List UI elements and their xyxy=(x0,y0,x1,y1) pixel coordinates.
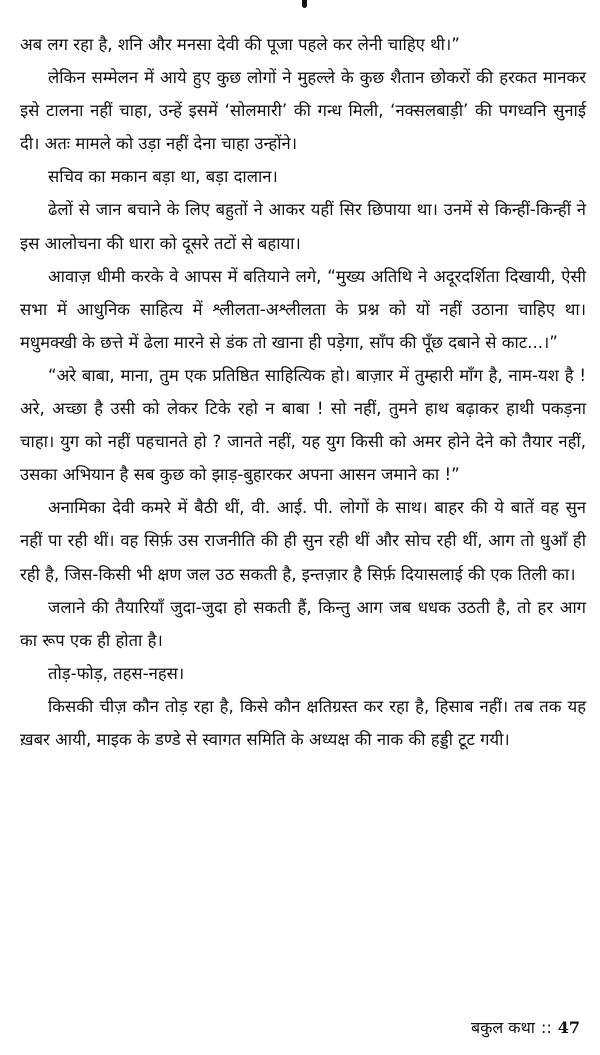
paragraph-6: “अरे बाबा, माना, तुम एक प्रतिष्ठित साहित्यिक हो। बाज़ार में तुम्हारी माँग है, नाम-यश है ! अरे, अच्छा है उसी को लेकर टिके रहो न बाबा ! सो नहीं, तुमने हाथ बढ़ाकर हाथी पकड़ना चाहा। युग को नहीं पहचानते हो ? जानते नहीं, यह युग किसी को अमर होने देने को तैयार नहीं, उसका अभियान है सब कुछ को झाड़-बुहारकर अपना आसन जमाने का !” xyxy=(20,365,586,485)
paragraph-9: तोड़-फोड़, तहस-नहस। xyxy=(48,663,185,683)
paragraph-5: आवाज़ धीमी करके वे आपस में बतियाने लगे, “मुख्य अतिथि ने अदूरदर्शिता दिखायी, ऐसी सभा में आधुनिक साहित्य में श्लीलता-अश्लीलता के प्रश्न को यों नहीं उठाना चाहिए था। मधुमक्खी के छत्ते में ढेला मारने से डंक तो खाना ही पड़ेगा, साँप की पूँछ दबाने से काट...।” xyxy=(20,266,586,352)
page-body xyxy=(20,28,586,756)
paragraph-4: ढेलों से जान बचाने के लिए बहुतों ने आकर यहीं सिर छिपाया था। उनमें से किन्हीं-किन्हीं ने इस आलोचना की धारा को दूसरे तटों से बहाया। xyxy=(20,200,586,253)
top-ink-mark xyxy=(302,0,307,8)
paragraph-1: अब लग रहा है, शनि और मनसा देवी की पूजा पहले कर लेनी चाहिए थी।” xyxy=(20,35,460,54)
paragraph-7: अनामिका देवी कमरे में बैठी थीं, वी. आई. पी. लोगों के साथ। बाहर की ये बातें वह सुन नहीं पा रही थीं। वह सिर्फ़ उस राजनीति की ही सुन रही थीं और सोच रही थीं, आग तो धुआँ ही रही है, जिस-किसी भी क्षण जल उठ सकती है, इन्तज़ार है सिर्फ़ दियासलाई की एक तिली का। xyxy=(20,498,586,584)
paragraph-10: किसकी चीज़ कौन तोड़ रहा है, किसे कौन क्षतिग्रस्त कर रहा है, हिसाब नहीं। तब तक यह ख़बर आयी, माइक के डण्डे से स्वागत समिति के अध्यक्ष की नाक की हड्डी टूट गयी। xyxy=(20,696,586,749)
running-title: बकुल कथा xyxy=(470,1018,535,1037)
paragraph-3: सचिव का मकान बड़ा था, बड़ा दालान। xyxy=(48,167,278,187)
page-footer xyxy=(471,1016,580,1040)
paragraph-8: जलाने की तैयारियाँ जुदा-जुदा हो सकती हैं, किन्तु आग जब धधक उठती है, तो हर आग का रूप एक ही होता है। xyxy=(20,597,586,650)
page-number: 47 xyxy=(557,1018,580,1037)
paragraph-2: लेकिन सम्मेलन में आये हुए कुछ लोगों ने मुहल्ले के कुछ शैतान छोकरों की हरकत मानकर इसे टालना नहीं चाहा, उन्हें इसमें ‘सोलमारी’ की गन्ध मिली, ‘नक्सलबाड़ी’ की पगध्वनि सुनाई दी। अतः मामले को उड़ा नहीं देना चाहा उन्होंने। xyxy=(20,68,586,154)
footer-separator: :: xyxy=(540,1018,552,1037)
